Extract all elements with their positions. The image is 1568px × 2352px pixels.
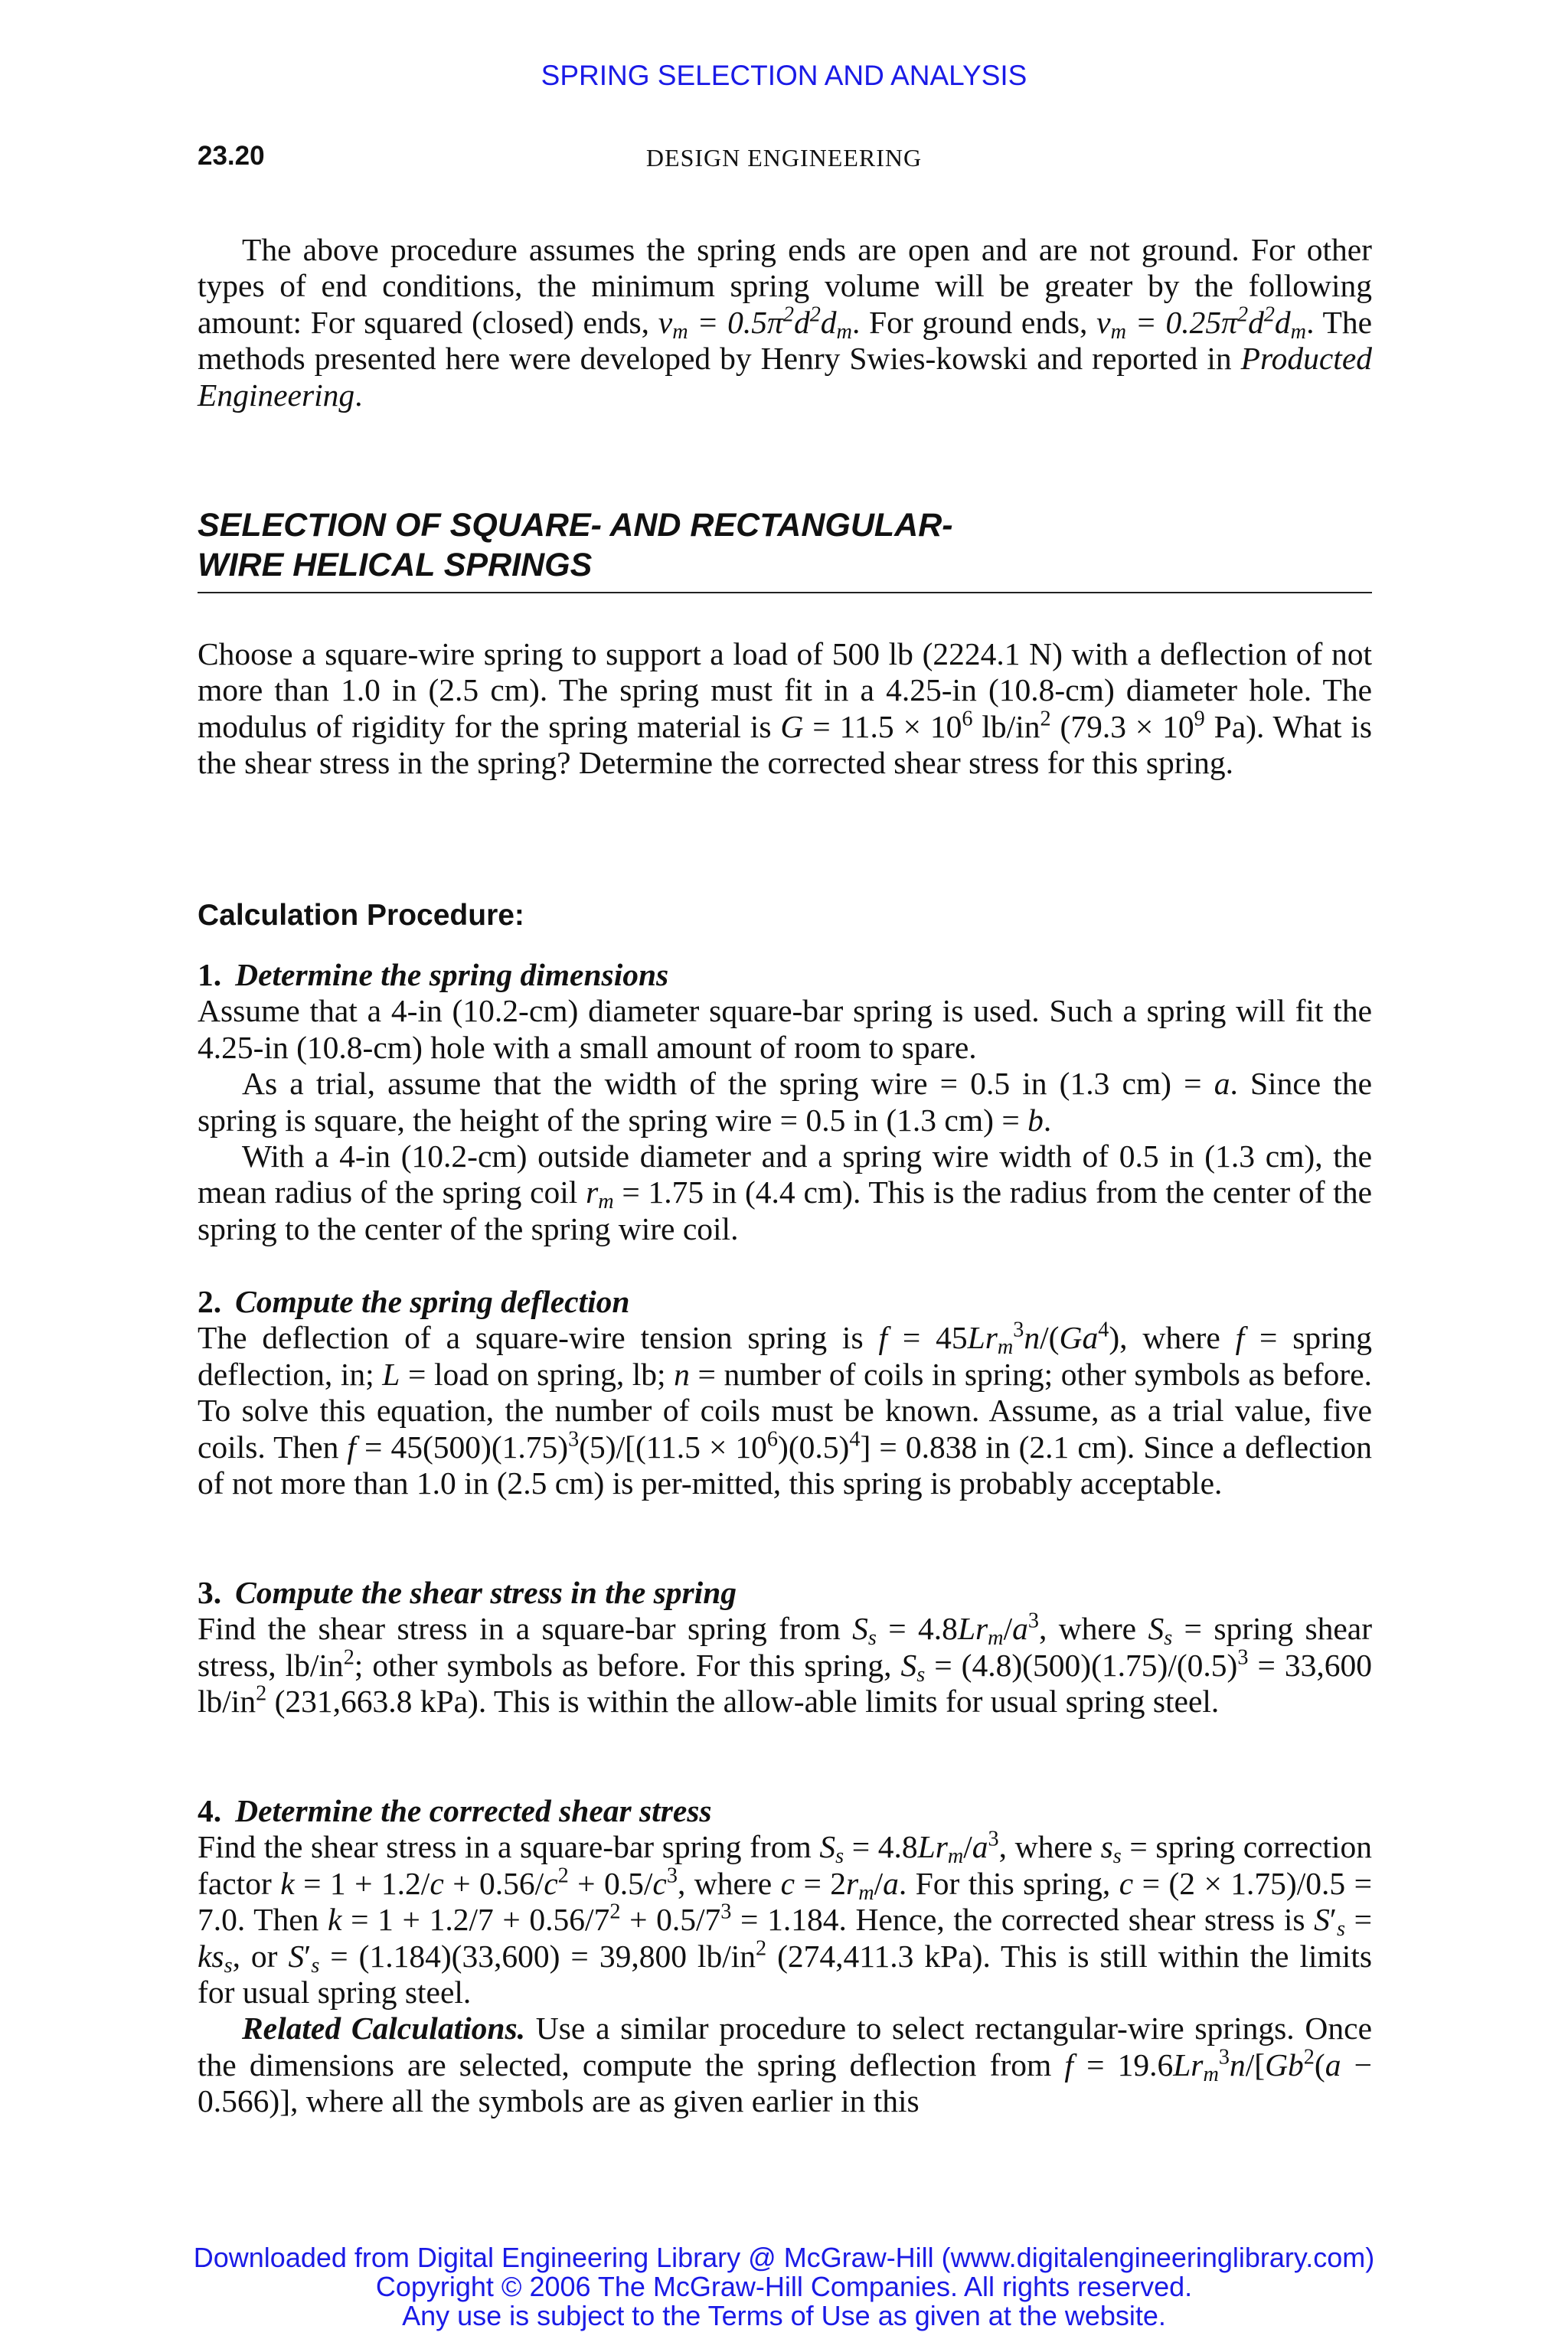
related-calculations-paragraph: Related Calculations. Use a similar procedure to select rectangular-wire springs. Once the dimensions are selected, compute the spring deflection from $f = 19.6Lr_m^3n/[Gb^2(a - 0.566)]$, where all the symbols are as given earlier in this — [198, 2011, 1373, 2119]
step-3-paragraph: Find the shear stress in a square-bar spring from $S_s = 4.8Lr_m/a^3$, where $S_s$ = spring shear stress, $lb/in^2$; other symbols as before. For this spring, $S_s = (4.8)(500)(1.75)/(0.5)^3 = 33,600$ $lb/in^2$ (231,663.8 kPa). This is within the allow-able limits for usual spring steel. — [198, 1609, 1373, 1720]
intro-paragraph: The above procedure assumes the spring ends are open and are not ground. For other types of end conditions, the minimum spring volume will be greater by the following amount: For squared (closed) ends, $v_m = 0.5\pi^2d^2d_m$. For ground ends, $v_m = 0.25\pi^2d^2d_m$. The methods presented here were developed by Henry Swies-kowski and reported in Producted Engineering. — [198, 232, 1372, 413]
running-head: DESIGN ENGINEERING — [645, 144, 923, 172]
step-4-heading: 4. Determine the corrected shear stress — [198, 1793, 712, 1828]
step-2-paragraph: The deflection of a square-wire tension spring is $f = 45Lr_m^3n/(Ga^4)$, where f = spring deflection, in; L = load on spring, lb; n = number of coils in spring; other symbols as before. To solve this equation, the number of coils must be known. Assume, as a trial value, five coils. Then $f = 45(500)(1.75)^3(5)/[(11.5 \times 10^6)(0.5)^4] = 0.838$ in (2.1 cm). Since a deflection of not more than 1.0 in (2.5 cm) is per-mitted, this spring is probably acceptable. — [198, 1318, 1373, 1501]
problem-paragraph: Choose a square-wire spring to support a load of 500 lb (2224.1 N) with a deflection of not more than 1.0 in (2.5 cm). The spring must fit in a 4.25-in (10.8-cm) diameter hole. The modulus of rigidity for the spring material is $G = 11.5 \times 10^6$ $lb/in^2$ ($79.3 \times 10^9$ Pa). What is the shear stress in the spring? Determine the corrected shear stress for this spring. — [198, 636, 1372, 781]
step-4-paragraph: Find the shear stress in a square-bar spring from $S_s = 4.8Lr_m/a^3$, where $s_s$ = spring correction factor $k = 1 + 1.2/c + 0.56/c^2 + 0.5/c^3$, where $c = 2r_m/a$. For this spring, c = (2 × 1.75)/0.5 = 7.0. Then $k = 1 + 1.2/7 + 0.56/7^2 + 0.5/7^3 = 1.184$. Hence, the corrected shear stress is $S'_s = ks_s$, or $S'_s = (1.184)(33,600) = 39,800$ $lb/in^2$ (274,411.3 kPa). This is still within the limits for usual spring steel. — [198, 1827, 1372, 2011]
intro-paragraph-block — [198, 232, 1372, 413]
formula-ground-ends: $v_m = 0.25\pi^2d^2d_m$ — [1096, 302, 1307, 344]
page-number: 23.20 — [198, 141, 265, 171]
formula-squared-ends: $v_m = 0.5\pi^2d^2d_m$ — [658, 302, 852, 344]
step-3-heading: 3. Compute the shear stress in the spring — [198, 1575, 737, 1610]
related-calculations-label: Related Calculations. — [242, 2011, 526, 2047]
source-publication: Producted Engineering — [198, 341, 1372, 413]
section-title: SELECTION OF SQUARE- AND RECTANGULAR- WIRE HELICAL SPRINGS — [198, 507, 953, 583]
calculation-procedure-heading: Calculation Procedure: — [198, 899, 524, 932]
step-1-paragraph-2: As a trial, assume that the width of the spring wire = 0.5 in (1.3 cm) = a. Since the spring is square, the height of the spring wire = 0.5 in (1.3 cm) = b. — [198, 1066, 1373, 1138]
step-3 — [198, 1575, 1372, 1720]
step-1 — [198, 957, 1372, 1247]
step-4 — [198, 1793, 1372, 2120]
step-2 — [198, 1284, 1372, 1501]
step-1-heading: 1. Determine the spring dimensions — [198, 957, 669, 992]
chapter-title-link[interactable]: SPRING SELECTION AND ANALYSIS — [541, 60, 1027, 91]
step-2-heading: 2. Compute the spring deflection — [198, 1284, 630, 1319]
footer-terms-link[interactable]: Any use is subject to the Terms of Use as given at the website. — [402, 2300, 1166, 2331]
section-rule — [198, 592, 1372, 593]
footer-copyright: Copyright © 2006 The McGraw-Hill Companies. All rights reserved. — [375, 2271, 1193, 2302]
footer-download-link[interactable]: Downloaded from Digital Engineering Library @ McGraw-Hill (www.digitalengineeringlibrary.com) — [193, 2242, 1375, 2273]
footer-notice — [0, 2243, 1568, 2331]
problem-statement — [198, 636, 1372, 782]
step-1-paragraph-3: With a 4-in (10.2-cm) outside diameter and a spring wire width of 0.5 in (1.3 cm), the mean radius of the spring coil $r_m = 1.75$ in (4.4 cm). This is the radius from the center of the spring to the center of the spring wire coil. — [198, 1138, 1372, 1246]
step-1-paragraph-1: Assume that a 4-in (10.2-cm) diameter square-bar spring is used. Such a spring will fit the 4.25-in (10.8-cm) hole with a small amount of room to spare. — [198, 993, 1372, 1065]
